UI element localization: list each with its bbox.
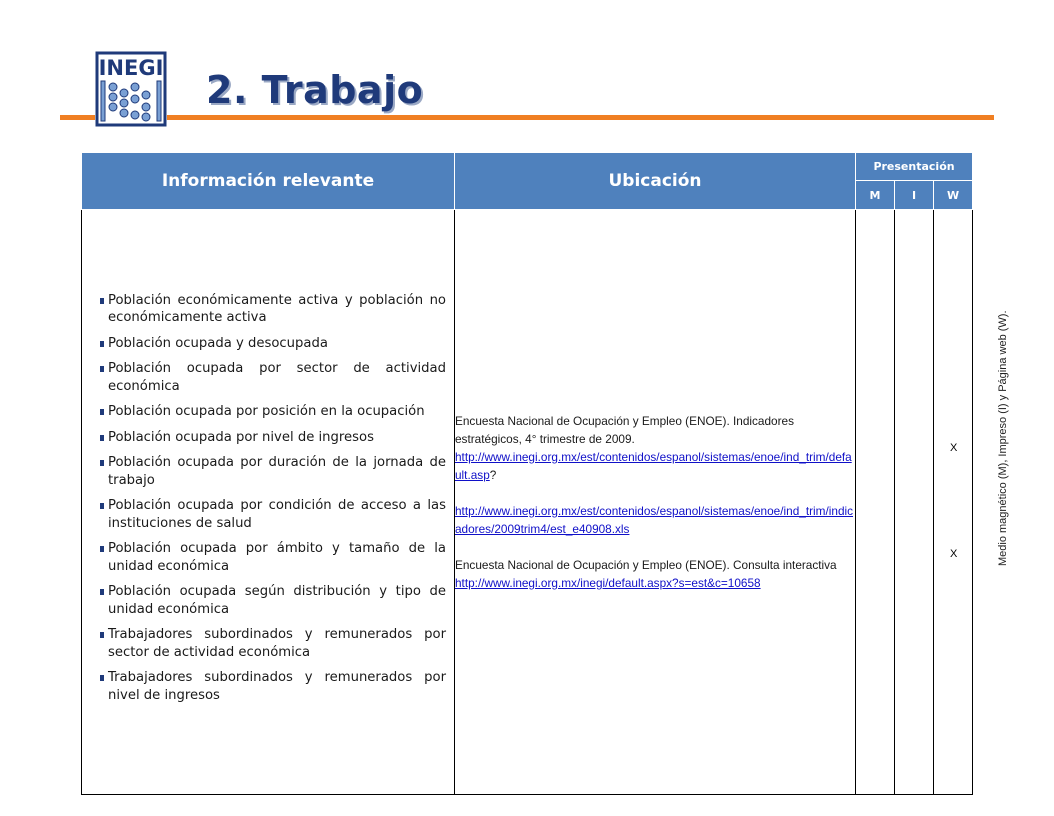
header-divider bbox=[60, 115, 994, 120]
w-cell bbox=[934, 210, 973, 795]
svg-text:INEGI: INEGI bbox=[98, 56, 164, 80]
list-item: Población ocupada por ámbito y tamaño de la unidad económica bbox=[102, 540, 446, 575]
m-cell bbox=[856, 210, 895, 795]
list-item: Población ocupada y desocupada bbox=[102, 335, 446, 353]
header-i: I bbox=[895, 181, 934, 210]
ubicacion-text-2: Encuesta Nacional de Ocupación y Empleo (ENOE). Consulta interactiva bbox=[455, 558, 837, 572]
page-title: 2. Trabajo bbox=[206, 68, 424, 112]
list-item: Población ocupada por duración de la jornada de trabajo bbox=[102, 454, 446, 489]
bullet-icon bbox=[100, 341, 104, 347]
side-note: Medio magnético (M), Impreso (I) y Página web (W). bbox=[997, 310, 1009, 566]
list-item: Población ocupada por posición en la ocupación bbox=[102, 403, 446, 421]
list-item: Población ocupada por sector de actividad económica bbox=[102, 360, 446, 395]
list-item: Población económicamente activa y población no económicamente activa bbox=[102, 292, 446, 327]
header-ubicacion: Ubicación bbox=[455, 153, 856, 210]
bullet-icon bbox=[100, 675, 104, 681]
bullet-icon bbox=[100, 435, 104, 441]
bullet-icon bbox=[100, 298, 104, 304]
bullet-icon bbox=[100, 503, 104, 509]
inegi-logo bbox=[95, 51, 167, 127]
bullet-icon bbox=[100, 546, 104, 552]
ubicacion-link-2[interactable]: http://www.inegi.org.mx/est/contenidos/espanol/sistemas/enoe/ind_trim/indicadores/2009trim4/est_e40908.xls bbox=[455, 504, 854, 536]
info-table bbox=[81, 152, 973, 795]
info-list bbox=[82, 292, 454, 705]
link-suffix: ? bbox=[489, 468, 497, 482]
i-cell bbox=[895, 210, 934, 795]
bullet-icon bbox=[100, 366, 104, 372]
list-item: Trabajadores subordinados y remunerados por sector de actividad económica bbox=[102, 626, 446, 661]
list-item: Población ocupada por nivel de ingresos bbox=[102, 429, 446, 447]
list-item: Trabajadores subordinados y remunerados por nivel de ingresos bbox=[102, 669, 446, 704]
bullet-icon bbox=[100, 460, 104, 466]
ubicacion-text-1: Encuesta Nacional de Ocupación y Empleo (ENOE). Indicadores estratégicos, 4° trimestre de 2009. bbox=[455, 414, 795, 446]
header-presentacion: Presentación bbox=[856, 153, 973, 181]
info-cell bbox=[82, 210, 455, 795]
bullet-icon bbox=[100, 589, 104, 595]
ubicacion-link-1[interactable]: http://www.inegi.org.mx/est/contenidos/espanol/sistemas/enoe/ind_trim/default.asp bbox=[455, 450, 852, 482]
bullet-icon bbox=[100, 409, 104, 415]
w-mark-1: X bbox=[950, 442, 958, 454]
ubicacion-cell bbox=[455, 210, 856, 795]
header-info-relevante: Información relevante bbox=[82, 153, 455, 210]
header-m: M bbox=[856, 181, 895, 210]
w-mark-2: X bbox=[950, 548, 958, 560]
list-item: Población ocupada según distribución y tipo de unidad económica bbox=[102, 583, 446, 618]
bullet-icon bbox=[100, 632, 104, 638]
list-item: Población ocupada por condición de acceso a las instituciones de salud bbox=[102, 497, 446, 532]
header-w: W bbox=[934, 181, 973, 210]
ubicacion-link-3[interactable]: http://www.inegi.org.mx/inegi/default.aspx?s=est&c=10658 bbox=[455, 576, 761, 590]
